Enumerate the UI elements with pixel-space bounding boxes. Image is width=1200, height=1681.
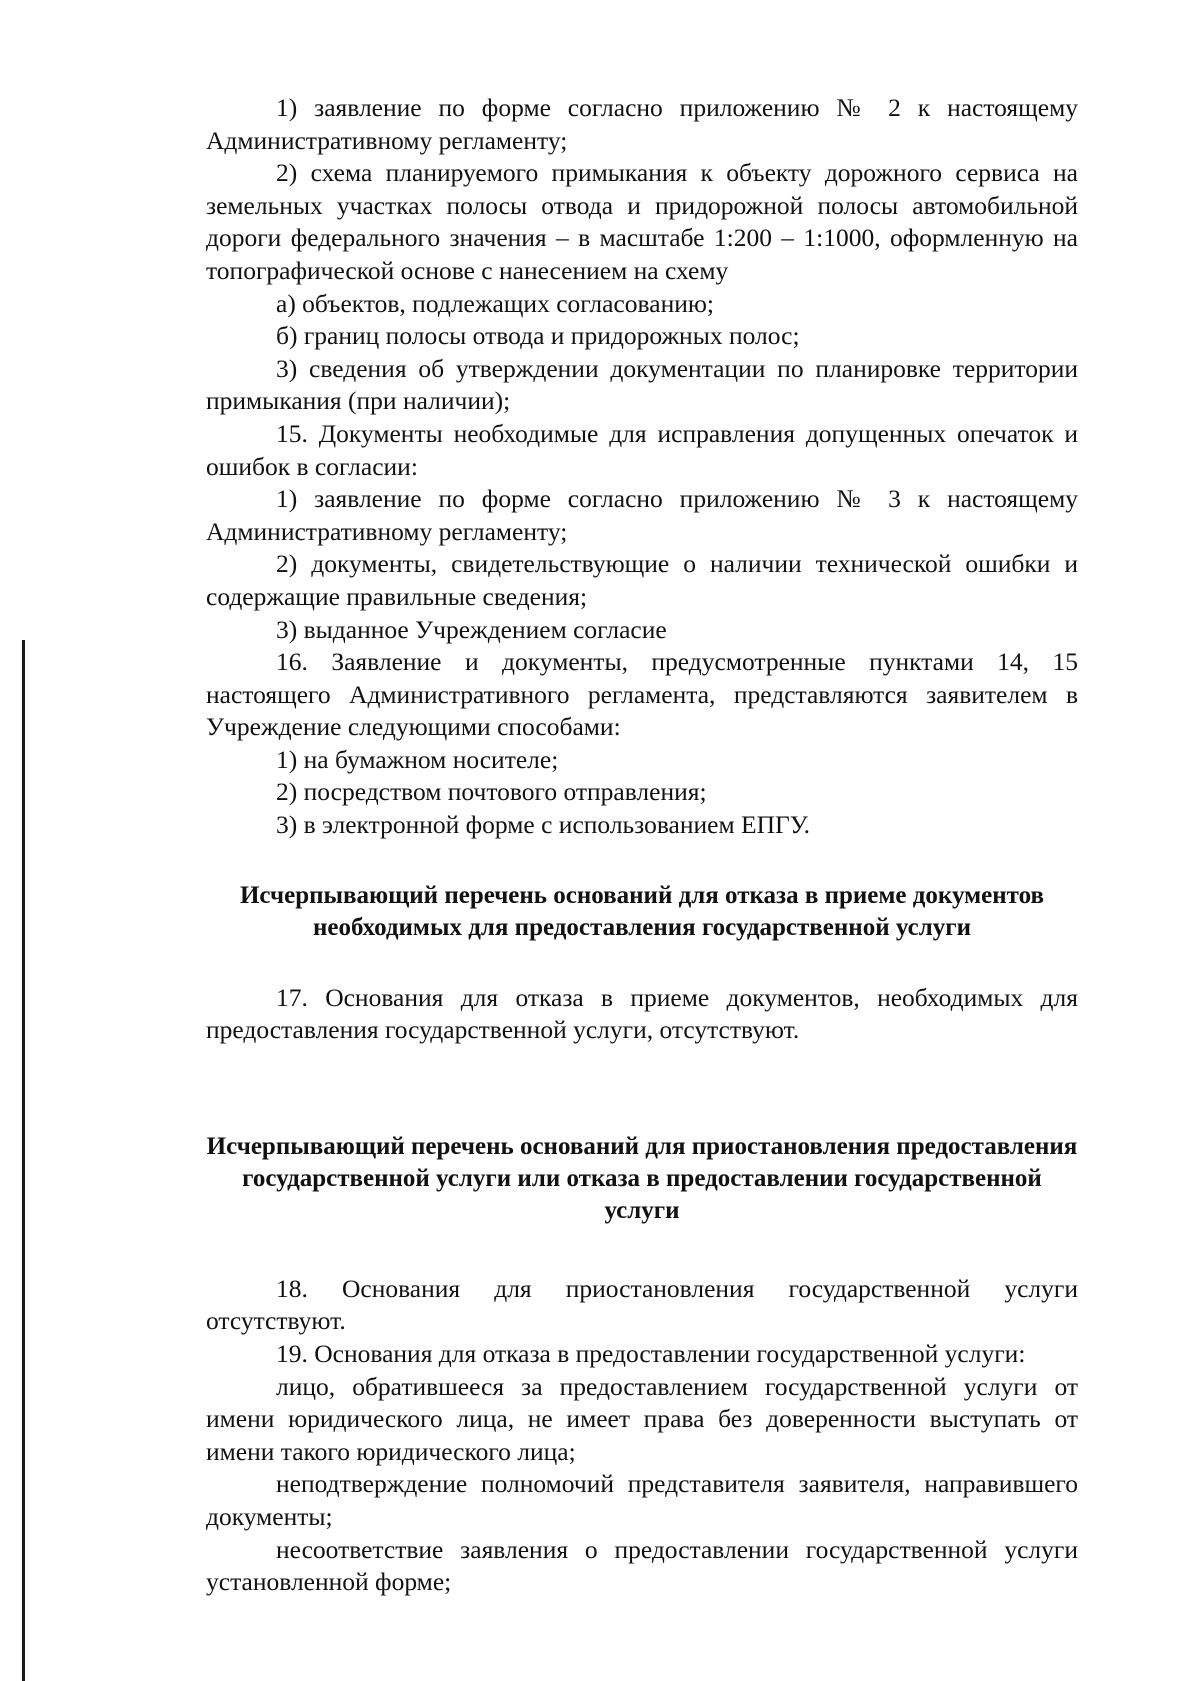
document-body [206,92,1078,1599]
paragraph-17: 17. Основания для отказа в приеме документов, необходимых для предоставления государственной услуги, отсутствуют. [206,982,1078,1045]
item-issued-consent: 3) выданное Учреждением согласие [276,614,667,644]
refusal-ground-unconfirmed-powers: неподтверждение полномочий представителя заявителя, направившего документы; [206,1469,1078,1531]
item-application-form-2: 1) заявление по форме согласно приложению № 2 к настоящему Административному регламенту; [206,93,1078,155]
paragraph-15: 15. Документы необходимые для исправления допущенных опечаток и ошибок в согласии: [206,418,1078,481]
refusal-ground-no-authority: лицо, обратившееся за предоставлением государственной услуги от имени юридического лица, не имеет права без доверенности выступать от имени такого юридического лица; [206,1371,1078,1466]
item-boundaries: б) границ полосы отвода и придорожных полос; [276,321,800,351]
item-application-form-3: 1) заявление по форме согласно приложению № 3 к настоящему Административному регламенту; [206,484,1078,546]
method-electronic: 3) в электронной форме с использованием ЕПГУ. [276,810,810,840]
section-heading-refusal-documents: Исчерпывающий перечень оснований для отказа в приеме документов необходимых для предоставления государственной услуги [239,881,1044,941]
refusal-ground-form-mismatch: несоответствие заявления о предоставлении государственной услуги установленной форме; [206,1534,1078,1597]
section-heading-suspension-refusal: Исчерпывающий перечень оснований для приостановления предоставления государственной услуги или отказа в предоставлении государственной услуги [206,1132,1078,1224]
item-error-documents: 2) документы, свидетельствующие о наличии технической ошибки и содержащие правильные сведения; [206,549,1078,611]
paragraph-18: 18. Основания для приостановления государственной услуги отсутствуют. [206,1273,1078,1336]
paragraph-16: 16. Заявление и документы, предусмотренные пунктами 14, 15 настоящего Административного регламента, представляются заявителем в Учреждение следующими способами: [206,647,1078,742]
paragraph-19: 19. Основания для отказа в предоставлении государственной услуги: [276,1339,1026,1369]
item-junction-scheme: 2) схема планируемого примыкания к объекту дорожного сервиса на земельных участках полосы отвода и придорожной полосы автомобильной дороги федерального значения – в масштабе 1:200 – 1:1000, оформленную на топографической основе с нанесением на схему [206,158,1078,285]
method-paper: 1) на бумажном носителе; [276,744,559,774]
item-planning-docs: 3) сведения об утверждении документации по планировке территории примыкания (при наличии); [206,353,1078,416]
method-post: 2) посредством почтового отправления; [276,777,707,807]
scan-edge-line [22,640,25,1681]
item-objects: а) объектов, подлежащих согласованию; [276,288,714,318]
